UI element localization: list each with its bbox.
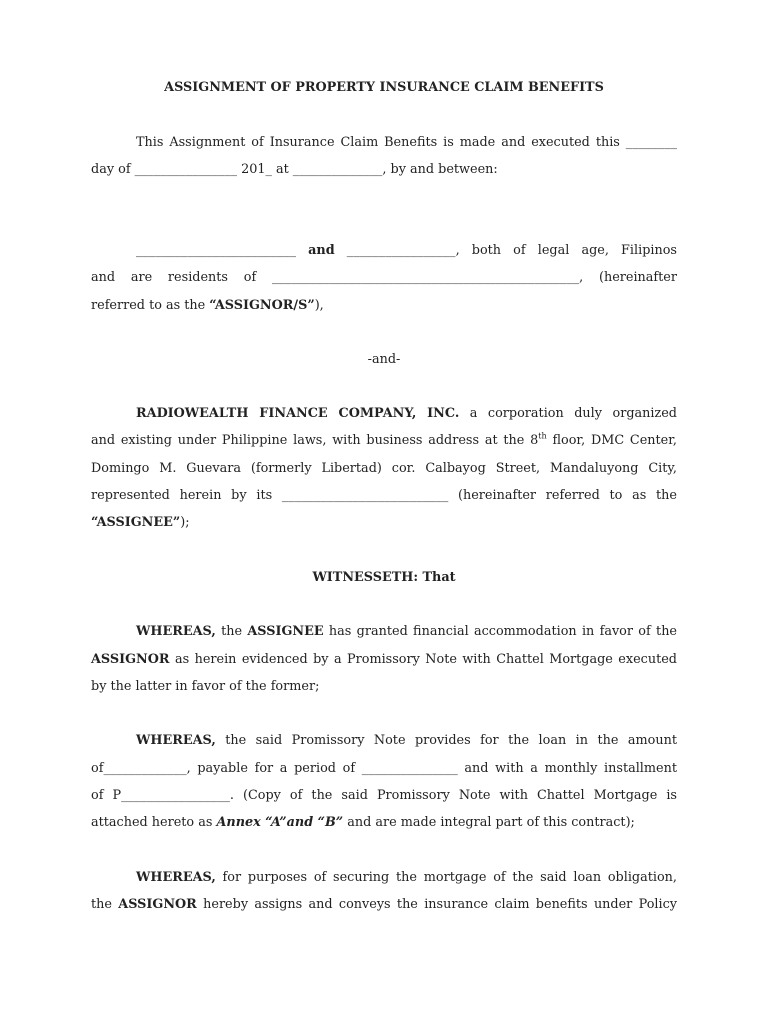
assignee-line-3: Domingo M. Guevara (formerly Libertad) cor. Calbayog Street, Mandaluyong City, <box>91 461 677 476</box>
assignor-name-blank: _________________________ <box>136 243 296 258</box>
whereas-1-line-1: WHEREAS, the ASSIGNEE has granted financial accommodation in favor of the <box>136 624 678 639</box>
assignee-company-name: RADIOWEALTH FINANCE COMPANY, INC. <box>136 406 460 421</box>
assignor-line-2: and are residents of ________________________________________________, (hereinafter <box>91 270 677 285</box>
assignee-line-4: represented herein by its __________________________ (hereinafter referred to as the <box>91 488 677 503</box>
whereas-2-line-3: of P_________________. (Copy of the said Promissory Note with Chattel Mortgage is <box>91 788 677 803</box>
whereas-1-line-2: ASSIGNOR as herein evidenced by a Promissory Note with Chattel Mortgage executed <box>91 652 677 667</box>
whereas-2-line-4: attached hereto as Annex “A”and “B” and are made integral part of this contract); <box>91 815 635 830</box>
intro-line-2: day of ________________ 201_ at ______________, by and between: <box>91 162 498 177</box>
whereas-3-line-2: the ASSIGNOR hereby assigns and conveys the insurance claim benefits under Policy <box>91 897 677 912</box>
and-separator: -and- <box>367 352 401 367</box>
whereas-3-line-1: WHEREAS, for purposes of securing the mortgage of the said loan obligation, <box>136 870 677 885</box>
assignor-line-1 <box>91 241 677 261</box>
intro-line-1: This Assignment of Insurance Claim Benefits is made and executed this ________ <box>136 135 677 150</box>
and-word: and <box>308 243 335 258</box>
whereas-2-line-1: WHEREAS, the said Promissory Note provides for the loan in the amount <box>136 733 677 748</box>
assignee-term: “ASSIGNEE” <box>91 515 181 530</box>
whereas-2-line-2: of_____________, payable for a period of _______________ and with a monthly installment <box>91 761 677 776</box>
assignor-term: “ASSIGNOR/S” <box>209 298 315 313</box>
assignor-line-1-rest: _________________, both of legal age, Filipinos <box>346 243 677 258</box>
annex-reference: Annex “A”and “B” <box>216 815 344 830</box>
assignee-line-5: “ASSIGNEE”); <box>91 515 190 530</box>
witnesseth-heading: WITNESSETH: That <box>312 570 456 585</box>
assignor-line-3: referred to as the “ASSIGNOR/S”), <box>91 298 324 313</box>
assignee-line-2: and existing under Philippine laws, with business address at the 8th floor, DMC Center, <box>91 431 677 448</box>
whereas-1-line-3: by the latter in favor of the former; <box>91 679 320 694</box>
assignee-line-1: RADIOWEALTH FINANCE COMPANY, INC. a corporation duly organized <box>136 406 677 421</box>
document-title: ASSIGNMENT OF PROPERTY INSURANCE CLAIM BENEFITS <box>164 80 604 95</box>
